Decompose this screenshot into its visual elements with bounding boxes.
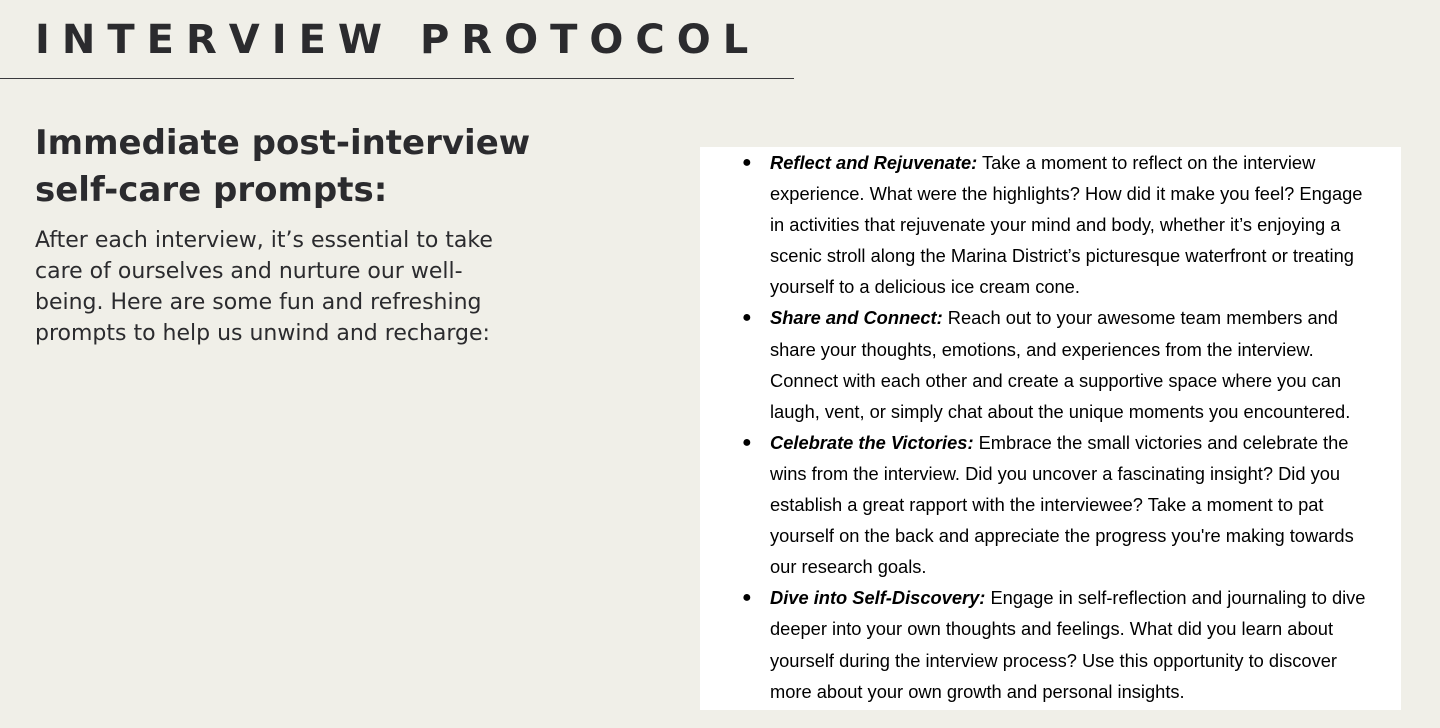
prompts-card	[700, 147, 1401, 710]
prompt-item-reflect	[742, 147, 1370, 302]
prompt-item-share	[742, 302, 1370, 426]
prompt-title: Dive into Self-Discovery:	[770, 587, 986, 609]
title-divider	[0, 78, 794, 79]
prompt-title: Celebrate the Victories:	[770, 431, 974, 453]
prompt-body: Engage in self-reflection and journaling to dive deeper into your own thoughts and feelings. What did you learn about yourself during the interview process? Use this opportunity to discover more about your own growth and personal insights.	[770, 587, 1366, 702]
prompt-item-discovery	[742, 582, 1370, 706]
bullet-icon: ●	[742, 433, 752, 451]
intro-paragraph: After each interview, it’s essential to take care of ourselves and nurture our well-being. Here are some fun and refreshing prompts to help us unwind and recharge:	[35, 228, 493, 346]
bullet-icon: ●	[742, 154, 752, 171]
prompts-list	[742, 147, 1370, 707]
bullet-icon: ●	[742, 309, 752, 327]
section-heading: Immediate post-interview self-care prompts:	[35, 123, 531, 210]
prompt-body: Reach out to your awesome team members and share your thoughts, emotions, and experiences from the interview. Connect with each other and create a supportive space where you can laugh, vent, or simply chat about the unique moments you encountered.	[770, 307, 1351, 422]
prompt-title: Share and Connect:	[770, 307, 943, 329]
prompt-body: Take a moment to reflect on the interview experience. What were the highlights? How did it make you feel? Engage in activities that rejuvenate your mind and body, whether it’s enjoying a scenic stroll along the Marina District’s picturesque waterfront or treating yourself to a delicious ice cream cone.	[770, 152, 1363, 298]
prompt-item-celebrate	[742, 427, 1370, 582]
prompt-title: Reflect and Rejuvenate:	[770, 152, 978, 173]
page-title: INTERVIEW PROTOCOL	[35, 17, 761, 63]
bullet-icon: ●	[742, 589, 752, 607]
prompt-body: Embrace the small victories and celebrate the wins from the interview. Did you uncover a fascinating insight? Did you establish a great rapport with the interviewee? Take a moment to pat yourself on the back and appreciate the progress you're making towards our research goals.	[770, 431, 1354, 578]
